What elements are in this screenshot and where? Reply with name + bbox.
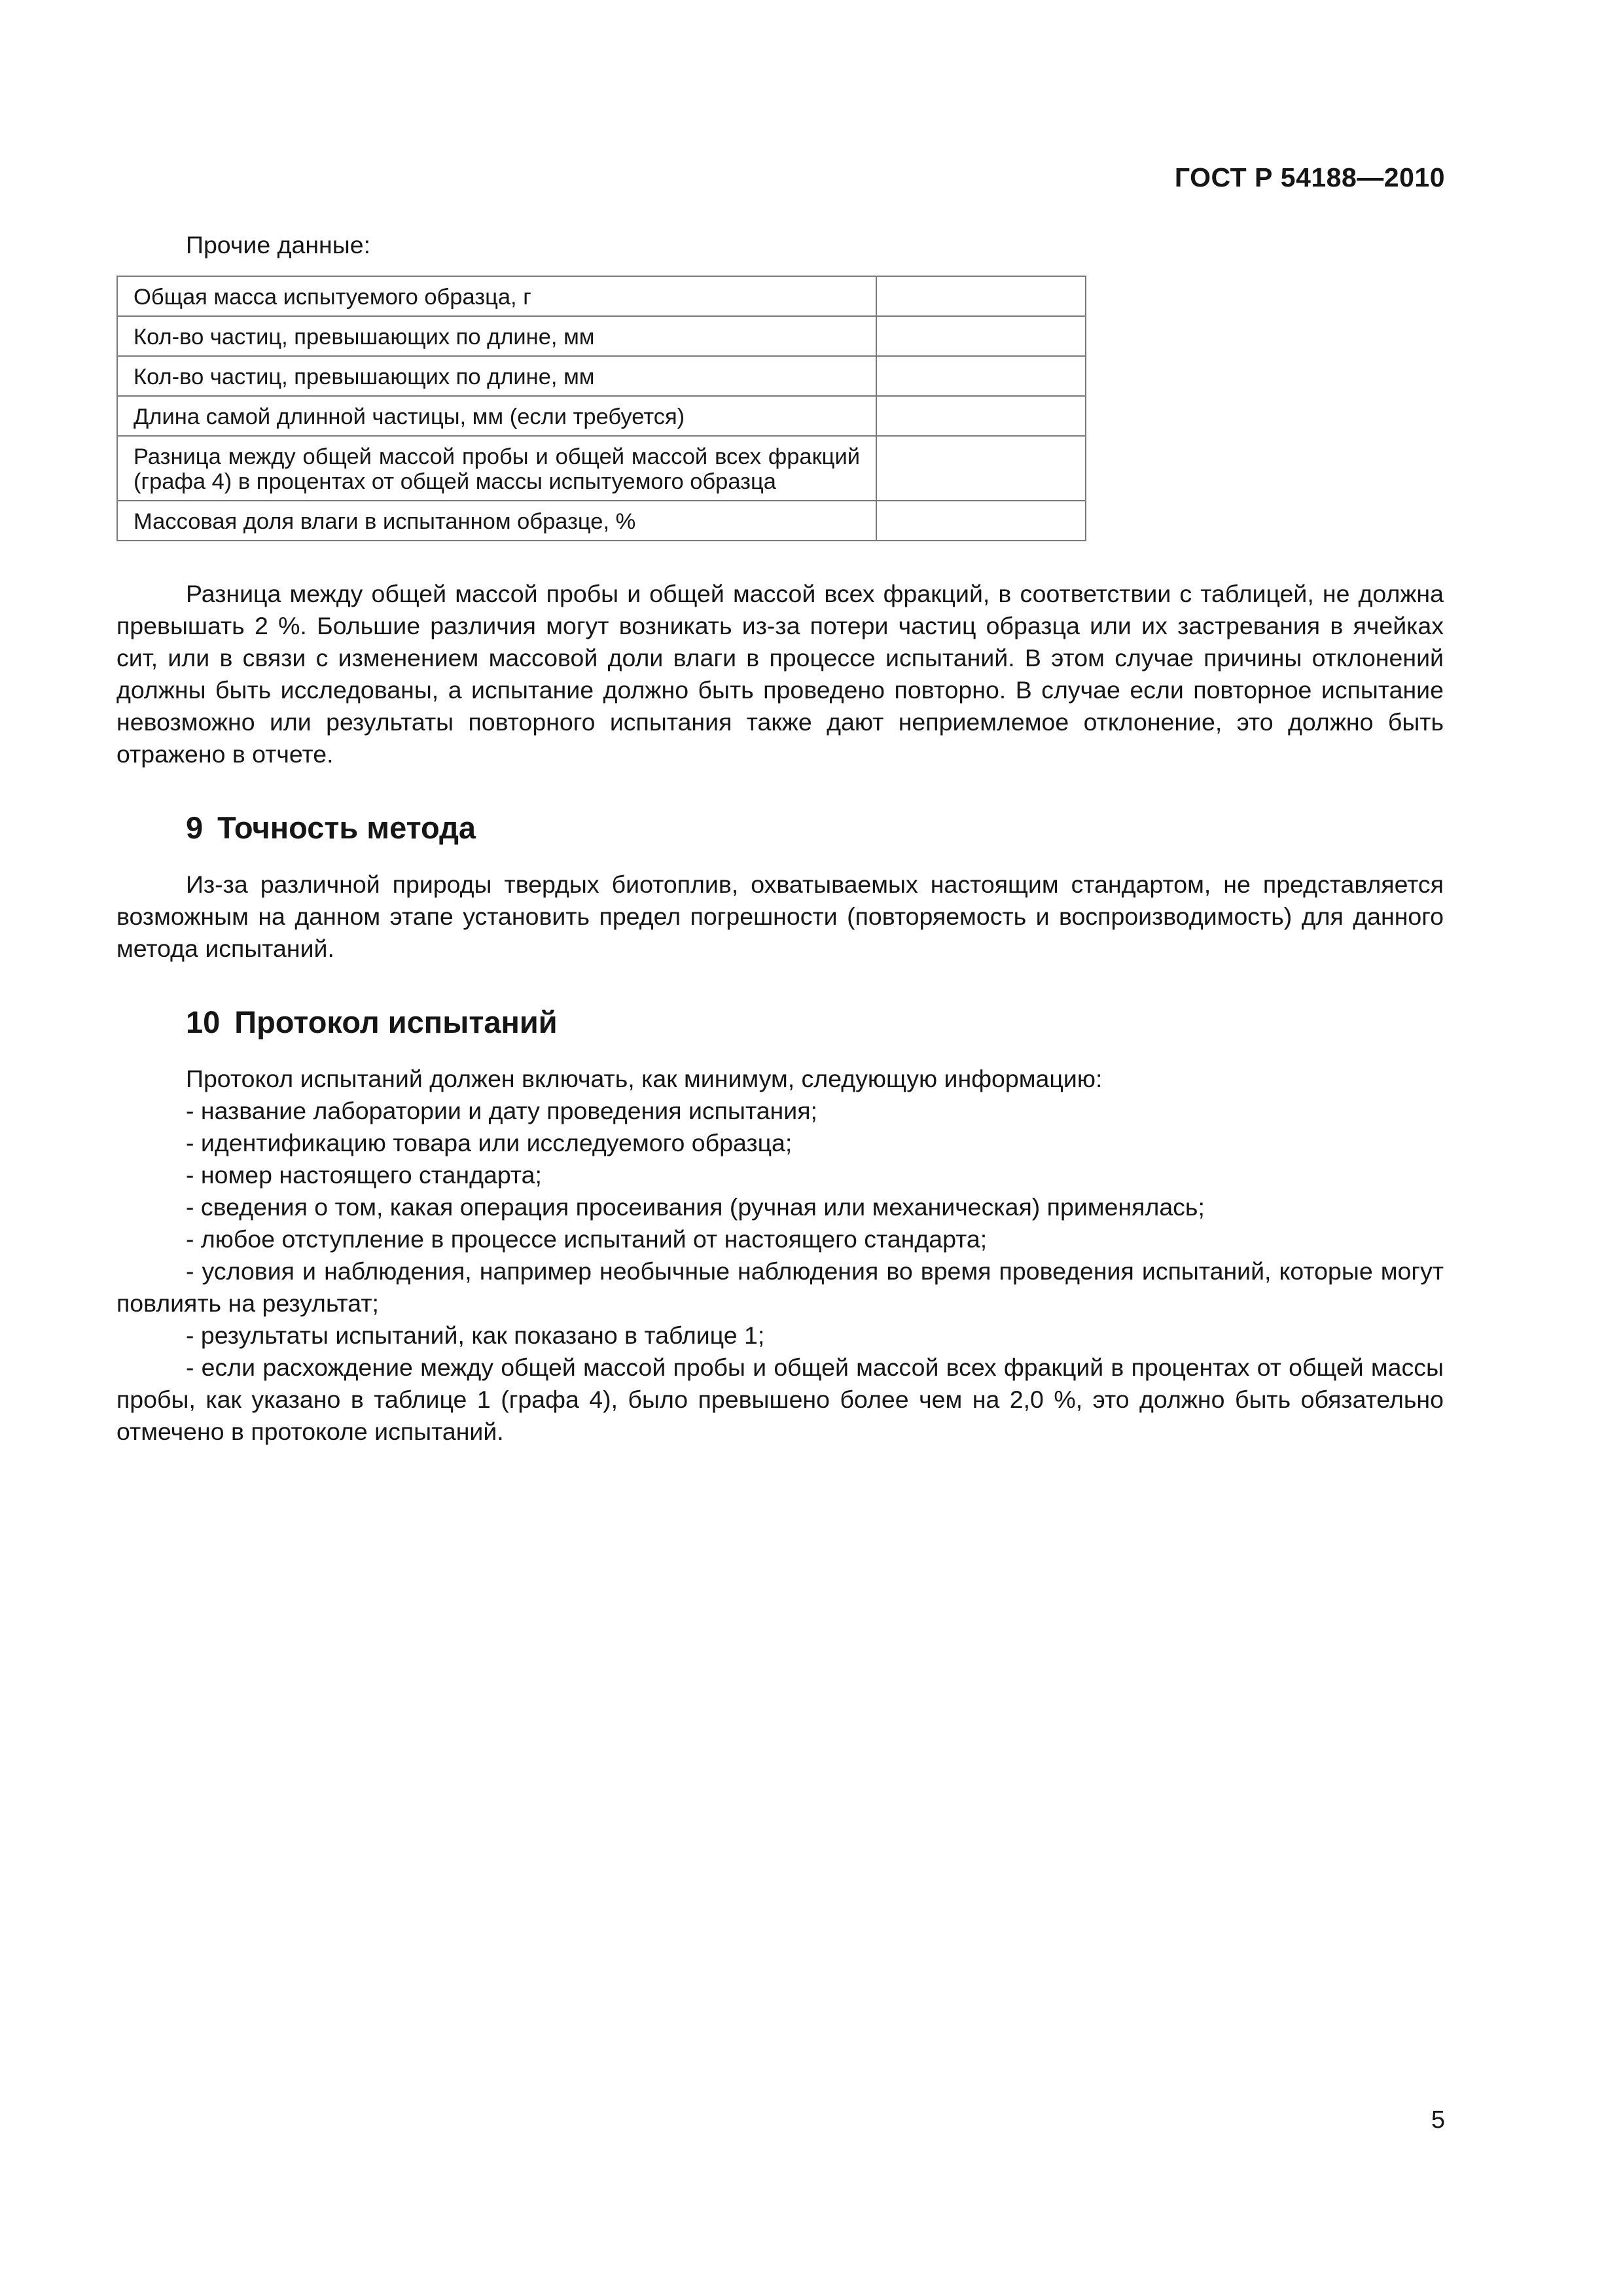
section-10-heading: [116, 1004, 1444, 1041]
table-cell-value: [876, 396, 1086, 436]
table-cell-label: Кол-во частиц, превышающих по длине, мм: [117, 356, 876, 396]
section-9-text: Из-за различной природы твердых биотоплив, охватываемых настоящим стандартом, не представляется возможным на данном этапе установить предел погрешности (повторяемость и воспроизводимость) для данного метода испытаний.: [116, 870, 1444, 962]
list-item: - номер настоящего стандарта;: [186, 1161, 542, 1189]
section-9-heading: [116, 810, 1444, 846]
list-item: - условия и наблюдения, например необычные наблюдения во время проведения испытаний, которые могут повлиять на результат;: [116, 1257, 1444, 1317]
list-item: - результаты испытаний, как показано в таблице 1;: [186, 1321, 765, 1349]
table-row: [117, 501, 1086, 541]
table-cell-value: [876, 436, 1086, 501]
section-number: 9: [186, 810, 204, 845]
table-cell-label: Массовая доля влаги в испытанном образце, %: [117, 501, 876, 541]
table-cell-label: Длина самой длинной частицы, мм (если требуется): [117, 396, 876, 436]
section-10-intro: Протокол испытаний должен включать, как минимум, следующую информацию:: [186, 1065, 1103, 1092]
report-requirements-list: [116, 1095, 1444, 1448]
table-cell-value: [876, 316, 1086, 356]
table-cell-label: Разница между общей массой пробы и общей массой всех фракций (графа 4) в процентах от общей массы испытуемого образца: [117, 436, 876, 501]
table-row: [117, 396, 1086, 436]
list-item: - сведения о том, какая операция просеивания (ручная или механическая) применялась;: [186, 1193, 1205, 1221]
table-cell-label: Кол-во частиц, превышающих по длине, мм: [117, 316, 876, 356]
table-row: [117, 276, 1086, 316]
section-title: Протокол испытаний: [234, 1005, 558, 1039]
document-code-header: ГОСТ Р 54188—2010: [1174, 162, 1445, 192]
table-cell-label: Общая масса испытуемого образца, г: [117, 276, 876, 316]
table-row: [117, 356, 1086, 396]
table-row: [117, 436, 1086, 501]
table-cell-value: [876, 356, 1086, 396]
page-content: [116, 229, 1444, 1448]
table-cell-value: [876, 276, 1086, 316]
list-item: - любое отступление в процессе испытаний от настоящего стандарта;: [186, 1225, 988, 1253]
section-number: 10: [186, 1005, 221, 1039]
table-cell-value: [876, 501, 1086, 541]
difference-paragraph: Разница между общей массой пробы и общей массой всех фракций, в соответствии с таблицей, не должна превышать 2 %. Большие различия могут возникать из-за потери частиц образца или их застревания в ячейках сит, или в связи с изменением массовой доли влаги в процессе испытаний. В этом случае причины отклонений должны быть исследованы, а испытание должно быть проведено повторно. В случае если повторное испытание невозможно или результаты повторного испытания также дают неприемлемое отклонение, это должно быть отражено в отчете.: [116, 580, 1444, 768]
page-number: 5: [1431, 2106, 1445, 2134]
list-item: - идентификацию товара или исследуемого образца;: [186, 1129, 793, 1157]
section-title: Точность метода: [217, 810, 476, 845]
other-data-heading: Прочие данные:: [186, 231, 370, 259]
other-data-table: [116, 276, 1086, 541]
table-row: [117, 316, 1086, 356]
list-item: - название лаборатории и дату проведения испытания;: [186, 1097, 817, 1124]
list-item: - если расхождение между общей массой пробы и общей массой всех фракций в процентах от общей массы пробы, как указано в таблице 1 (графа 4), было превышено более чем на 2,0 %, это должно быть обязательно отмечено в протоколе испытаний.: [116, 1354, 1444, 1445]
